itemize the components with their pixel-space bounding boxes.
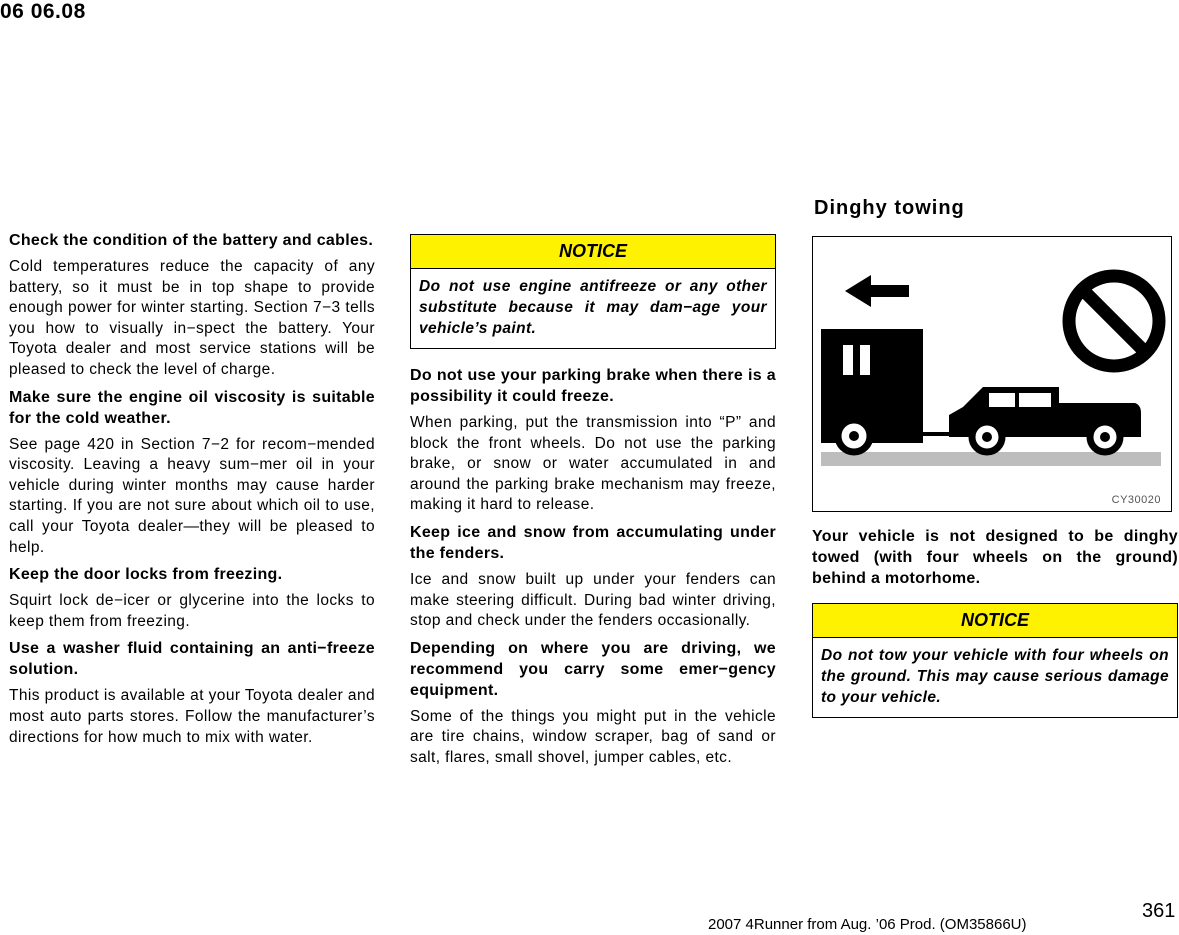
section-body: Some of the things you might put in the vehicle are tire chains, window scraper, bag of sand or salt, flares, small shovel, jumper cables, etc.: [410, 707, 776, 766]
section-body: Ice and snow built up under your fenders can make steering difficult. During bad winter driving, stop and check under the fenders occasionally.: [410, 570, 776, 630]
suv-icon: [949, 387, 1141, 452]
notice-text: Do not use engine antifreeze or any other substitute because it may dam−age your vehicle’s paint.: [419, 278, 767, 337]
column-2: [410, 234, 776, 775]
dinghy-towing-illustration: [812, 236, 1172, 512]
section-heading: Check the condition of the battery and cables.: [9, 232, 374, 249]
section-heading: Make sure the engine oil viscosity is suitable for the cold weather.: [9, 388, 375, 427]
section-title-dinghy-towing: Dinghy towing: [814, 197, 965, 219]
notice-title: NOTICE: [411, 235, 775, 269]
figure-code: CY30020: [1111, 494, 1161, 506]
notice-box-towing: [812, 603, 1178, 718]
section-heading: Keep the door locks from freezing.: [9, 566, 283, 584]
section-body: See page 420 in Section 7−2 for recom−mended viscosity. Leaving a heavy sum−mer oil in your vehicle during winter months may cause harder starting. If you are not sure about which oil to use, call your Toyota dealer—they will be pleased to help.: [9, 435, 375, 556]
page-number: 361: [1142, 900, 1176, 922]
section-heading: Keep ice and snow from accumulating under the fenders.: [410, 523, 776, 562]
section-body: This product is available at your Toyota dealer and most auto parts stores. Follow the manufacturer’s directions for how much to mix with water.: [9, 687, 375, 746]
direction-arrow-icon: [845, 275, 909, 307]
column-1: [9, 230, 375, 754]
header-date: 06 06.08: [0, 0, 86, 23]
section-body: When parking, put the transmission into “P” and block the front wheels. Do not use the parking brake, or snow or water accumulated in and around the parking brake mechanism may freeze, making it hard to release.: [410, 414, 776, 514]
notice-box-antifreeze: [410, 234, 776, 349]
towing-diagram: [813, 237, 1171, 511]
prohibition-icon: [1069, 276, 1159, 366]
section-heading: Depending on where you are driving, we recommend you carry some emer−gency equipment.: [410, 639, 776, 699]
section-body: Cold temperatures reduce the capacity of any battery, so it must be in top shape to provide enough power for winter starting. Section 7−3 tells you how to visually in−spect the battery. Your Toyota dealer and most service stations will be pleased to check the level of charge.: [9, 258, 375, 378]
footer-text: 2007 4Runner from Aug. ’06 Prod. (OM35866U): [708, 916, 1027, 933]
dinghy-statement: Your vehicle is not designed to be dinghy towed (with four wheels on the ground) behind a motorhome.: [812, 528, 1178, 587]
notice-text: Do not tow your vehicle with four wheels on the ground. This may cause serious damage to your vehicle.: [821, 647, 1169, 706]
column-3: [812, 196, 1178, 718]
section-heading: Do not use your parking brake when there is a possibility it could freeze.: [410, 367, 776, 405]
motorhome-icon: [821, 329, 923, 452]
section-body: Squirt lock de−icer or glycerine into the locks to keep them from freezing.: [9, 592, 375, 630]
notice-title: NOTICE: [813, 604, 1177, 638]
section-heading: Use a washer fluid containing an anti−freeze solution.: [9, 640, 375, 679]
